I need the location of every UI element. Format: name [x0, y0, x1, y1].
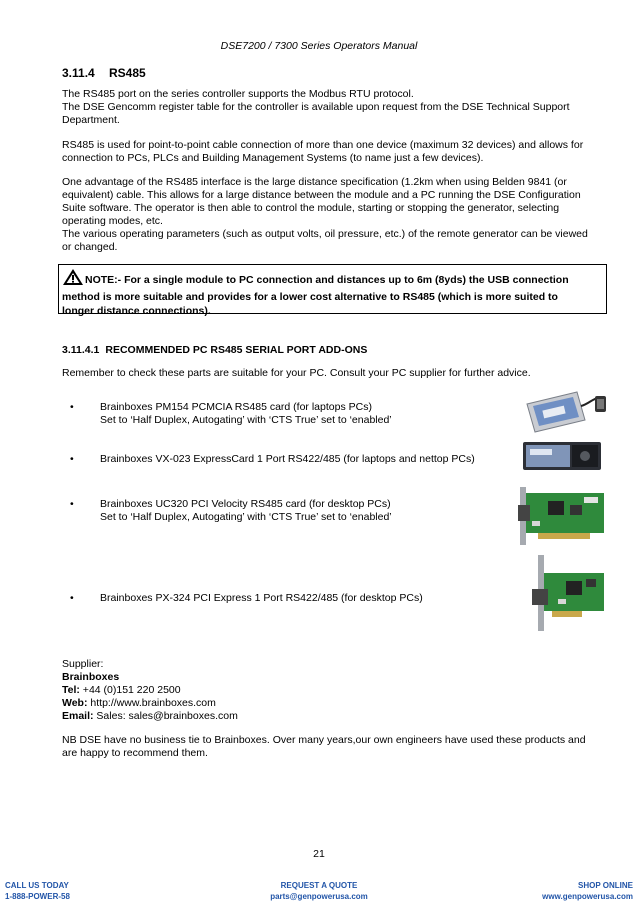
- pcmcia-card-image: [523, 386, 609, 439]
- footer-phone[interactable]: 1-888-POWER-58: [5, 892, 70, 901]
- footer-website-link[interactable]: www.genpowerusa.com: [542, 892, 633, 901]
- paragraph-rs485-use: [62, 139, 607, 165]
- section-title: RS485: [109, 66, 146, 80]
- section-heading: [62, 66, 146, 80]
- footer-quote-label: REQUEST A QUOTE: [280, 881, 358, 890]
- closing-note: [62, 734, 607, 760]
- tel-label: Tel:: [62, 684, 80, 696]
- text-line: The RS485 port on the series controller supports the Modbus RTU protocol.: [62, 88, 414, 100]
- list-item-text: Set to ‘Half Duplex, Autogating’ with ‘CTS True’ set to ‘enabled’: [100, 414, 392, 426]
- text-line: Department.: [62, 114, 120, 126]
- list-item-text: Brainboxes VX-023 ExpressCard 1 Port RS422/485 (for laptops and nettop PCs): [100, 453, 475, 465]
- footer-call: [5, 880, 70, 902]
- text-line: operating modes, etc.: [62, 215, 163, 227]
- tel-value: +44 (0)151 220 2500: [79, 684, 181, 696]
- supplier-label: Supplier:: [62, 658, 104, 670]
- bullet-symbol: •: [70, 453, 74, 465]
- text-line: equivalent) cable. This allows for a large distance between the module and a PC running the DSE Configuration: [62, 189, 581, 201]
- paragraph-modbus: [62, 88, 607, 127]
- bullet-symbol: •: [70, 401, 74, 413]
- text-line: One advantage of the RS485 interface is the large distance specification (1.2km when using Belden 9841 (or: [62, 176, 567, 188]
- subsection-intro: Remember to check these parts are suitable for your PC. Consult your PC supplier for further advice.: [62, 367, 531, 379]
- running-header: DSE7200 / 7300 Series Operators Manual: [220, 40, 418, 52]
- expresscard-image: [522, 440, 602, 477]
- supplier-web: [62, 697, 238, 710]
- footer-quote: [219, 880, 419, 902]
- paragraph-advantage: [62, 176, 607, 254]
- subsection-heading: [62, 344, 367, 356]
- text-line: The DSE Gencomm register table for the controller is available upon request from the DSE Technical Support: [62, 101, 570, 113]
- bullet-symbol: •: [70, 592, 74, 604]
- text-line: Suite software. The operator is then able to control the module, starting or stopping the generator, selecting: [62, 202, 560, 214]
- note-box: [58, 264, 607, 317]
- warning-triangle-icon: [62, 268, 84, 290]
- list-item-text: Brainboxes UC320 PCI Velocity RS485 card (for desktop PCs): [100, 498, 391, 510]
- supplier-name: Brainboxes: [62, 671, 120, 683]
- supplier-block: [62, 658, 238, 723]
- footer-shop-label: SHOP ONLINE: [578, 881, 633, 890]
- text-line: NB DSE have no business tie to Brainboxes. Over many years,our own engineers have used these products and: [62, 734, 586, 746]
- supplier-email: [62, 710, 238, 723]
- text-line: connection to PCs, PLCs and Building Management Systems (to name just a few devices).: [62, 152, 484, 164]
- note-text: longer distance connections).: [62, 305, 211, 317]
- web-value: http://www.brainboxes.com: [87, 697, 216, 709]
- footer-email-link[interactable]: parts@genpowerusa.com: [270, 892, 368, 901]
- note-line: [62, 268, 602, 290]
- list-item-text: Brainboxes PX-324 PCI Express 1 Port RS422/485 (for desktop PCs): [100, 592, 423, 604]
- subsection-title: RECOMMENDED PC RS485 SERIAL PORT ADD-ONS: [105, 344, 368, 356]
- subsection-number: 3.11.4.1: [62, 344, 100, 356]
- bullet-symbol: •: [70, 498, 74, 510]
- email-label: Email:: [62, 710, 94, 722]
- list-item-text: Brainboxes PM154 PCMCIA RS485 card (for laptops PCs): [100, 401, 372, 413]
- text-line: RS485 is used for point-to-point cable connection of more than one device (maximum 32 devices) and allows for: [62, 139, 584, 151]
- text-line: The various operating parameters (such as output volts, oil pressure, etc.) of the remote generator can be viewed: [62, 228, 588, 240]
- note-text: NOTE:- For a single module to PC connection and distances up to 6m (8yds) the USB connection: [85, 274, 569, 286]
- note-text: method is more suitable and provides for a lower cost alternative to RS485 (which is more suited to: [62, 291, 558, 303]
- page-number: 21: [313, 848, 325, 860]
- list-item-text: Set to ‘Half Duplex, Autogating’ with ‘CTS True’ set to ‘enabled’: [100, 511, 392, 523]
- pcie-card-image: [518, 553, 608, 638]
- email-value: Sales: sales@brainboxes.com: [93, 710, 238, 722]
- footer-call-label: CALL US TODAY: [5, 881, 69, 890]
- text-line: are happy to recommend them.: [62, 747, 208, 759]
- section-number: 3.11.4: [62, 66, 95, 80]
- footer-shop: [542, 880, 633, 902]
- pci-card-image: [518, 485, 608, 552]
- text-line: or changed.: [62, 241, 118, 253]
- web-label: Web:: [62, 697, 88, 709]
- supplier-tel: [62, 684, 238, 697]
